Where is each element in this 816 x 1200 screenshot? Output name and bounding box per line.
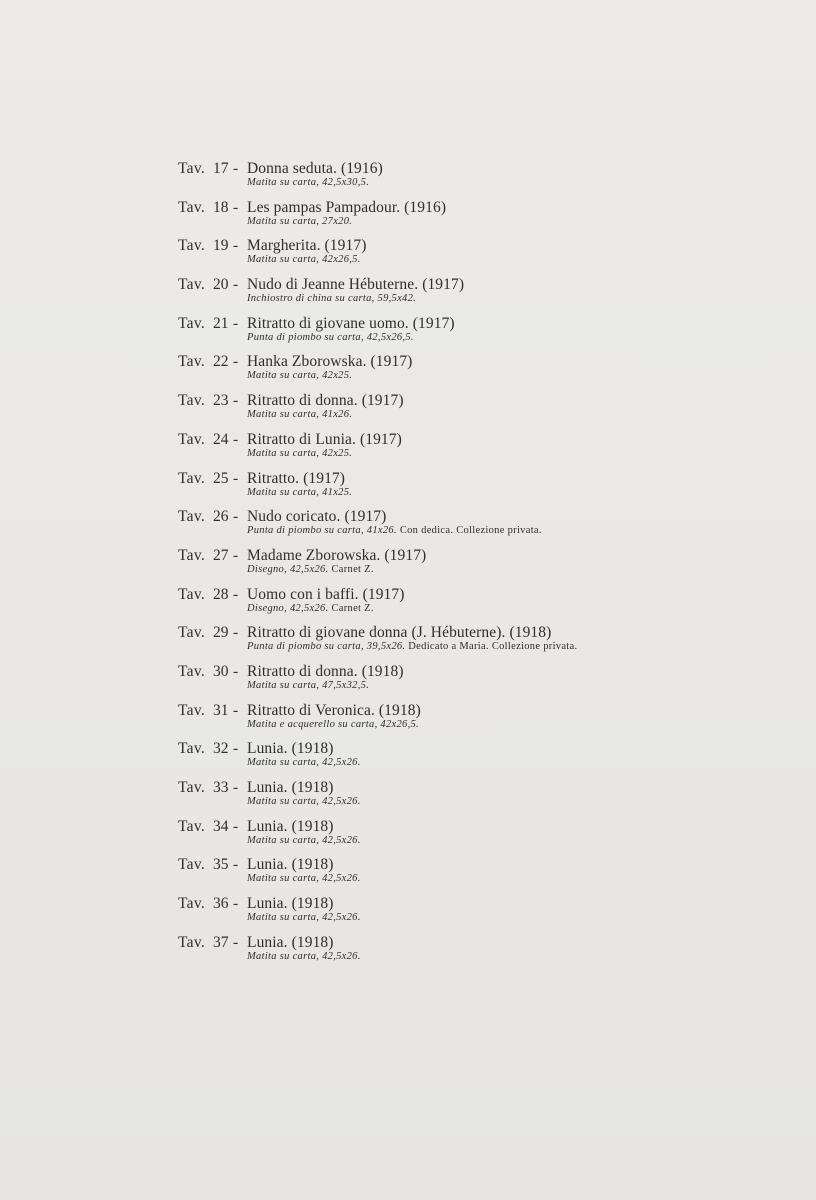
- plate-label: Tav.: [178, 237, 206, 255]
- artwork-medium: Matita su carta, 42x25.: [247, 370, 353, 382]
- artwork-details: [247, 796, 361, 807]
- artwork-details: [247, 293, 416, 304]
- artwork-title: Lunia. (1918): [247, 933, 334, 951]
- artwork-medium: Matita su carta, 42,5x26.: [247, 796, 361, 807]
- separator-dash: -: [233, 585, 239, 603]
- separator-dash: -: [233, 740, 239, 758]
- plate-number: 21: [213, 314, 229, 332]
- artwork-title: Hanka Zborowska. (1917): [247, 353, 413, 371]
- plate-number: 32: [213, 740, 229, 758]
- plate-entry: [0, 547, 816, 586]
- separator-dash: -: [233, 276, 239, 294]
- plate-label: Tav.: [178, 740, 206, 758]
- separator-dash: -: [233, 237, 239, 255]
- artwork-details: [247, 641, 577, 652]
- plate-label: Tav.: [178, 895, 206, 913]
- separator-dash: -: [233, 933, 239, 951]
- artwork-title: Madame Zborowska. (1917): [247, 546, 427, 564]
- plate-label: Tav.: [178, 508, 206, 526]
- plate-number: 36: [213, 895, 229, 913]
- artwork-medium: Matita su carta, 27x20.: [247, 215, 353, 227]
- plate-label: Tav.: [178, 430, 206, 448]
- separator-dash: -: [233, 198, 239, 216]
- artwork-medium: Matita su carta, 42x25.: [247, 447, 353, 459]
- plate-entry: [0, 663, 816, 702]
- artwork-details: [247, 332, 414, 343]
- separator-dash: -: [233, 392, 239, 410]
- plate-number: 26: [213, 508, 229, 526]
- artwork-medium: Matita su carta, 42,5x30,5.: [247, 177, 370, 188]
- artwork-medium: Matita e acquerello su carta, 42x26,5.: [247, 718, 419, 730]
- plate-entry: [0, 895, 816, 934]
- plate-label: Tav.: [178, 276, 206, 294]
- artwork-title: Uomo con i baffi. (1917): [247, 585, 405, 603]
- separator-dash: -: [233, 895, 239, 913]
- artwork-details: [247, 757, 361, 768]
- plate-entry: [0, 431, 816, 470]
- artwork-details: [247, 254, 361, 265]
- artwork-medium: Matita su carta, 42,5x26.: [247, 912, 361, 924]
- plate-label: Tav.: [178, 779, 206, 796]
- plate-label: Tav.: [178, 198, 206, 216]
- artwork-details: [247, 873, 361, 884]
- artwork-title: Ritratto di Lunia. (1917): [247, 430, 402, 448]
- artwork-medium: Disegno, 42,5x26.: [247, 563, 329, 575]
- plate-entry: [0, 702, 816, 741]
- artwork-details: [247, 216, 352, 227]
- plate-label: Tav.: [178, 160, 206, 177]
- artwork-title: Ritratto. (1917): [247, 469, 346, 487]
- artwork-title: Ritratto di giovane donna (J. Hébuterne). (1918): [247, 624, 552, 642]
- plate-label: Tav.: [178, 856, 206, 874]
- plate-label: Tav.: [178, 662, 206, 680]
- plate-list: [0, 160, 816, 972]
- artwork-details: [247, 409, 352, 420]
- plate-number: 34: [213, 817, 229, 835]
- artwork-title: Lunia. (1918): [247, 817, 334, 835]
- artwork-medium: Matita su carta, 41x25.: [247, 486, 353, 498]
- artwork-details: [247, 525, 542, 536]
- artwork-details: [247, 564, 374, 575]
- plate-number: 17: [213, 160, 229, 177]
- plate-number: 20: [213, 276, 229, 294]
- plate-entry: [0, 856, 816, 895]
- artwork-title: Margherita. (1917): [247, 237, 367, 255]
- artwork-title: Nudo di Jeanne Hébuterne. (1917): [247, 276, 465, 294]
- plate-entry: [0, 818, 816, 857]
- plate-entry: [0, 779, 816, 818]
- separator-dash: -: [233, 508, 239, 526]
- artwork-note: Dedicato a Maria. Collezione privata.: [408, 641, 578, 653]
- plate-number: 25: [213, 469, 229, 487]
- plate-label: Tav.: [178, 701, 206, 719]
- artwork-title: Donna seduta. (1916): [247, 160, 383, 177]
- artwork-title: Ritratto di giovane uomo. (1917): [247, 314, 455, 332]
- separator-dash: -: [233, 546, 239, 564]
- plate-entry: [0, 315, 816, 354]
- artwork-medium: Matita su carta, 42,5x26.: [247, 834, 361, 846]
- artwork-medium: Matita su carta, 42,5x26.: [247, 873, 361, 885]
- artwork-details: [247, 603, 374, 614]
- artwork-title: Lunia. (1918): [247, 895, 334, 913]
- plate-number: 31: [213, 701, 229, 719]
- artwork-details: [247, 912, 361, 923]
- plate-entry: [0, 508, 816, 547]
- plate-number: 22: [213, 353, 229, 371]
- artwork-title: Lunia. (1918): [247, 856, 334, 874]
- plate-entry: [0, 470, 816, 509]
- artwork-details: [247, 448, 352, 459]
- separator-dash: -: [233, 701, 239, 719]
- plate-entry: [0, 934, 816, 973]
- separator-dash: -: [233, 353, 239, 371]
- artwork-title: Les pampas Pampadour. (1916): [247, 198, 447, 216]
- plate-entry: [0, 586, 816, 625]
- artwork-medium: Punta di piombo su carta, 41x26.: [247, 525, 397, 537]
- plate-label: Tav.: [178, 314, 206, 332]
- plate-number: 37: [213, 933, 229, 951]
- artwork-medium: Matita su carta, 42,5x26.: [247, 950, 361, 962]
- separator-dash: -: [233, 314, 239, 332]
- plate-entry: [0, 199, 816, 238]
- artwork-medium: Matita su carta, 41x26.: [247, 409, 353, 421]
- separator-dash: -: [233, 160, 239, 177]
- plate-label: Tav.: [178, 817, 206, 835]
- plate-number: 18: [213, 198, 229, 216]
- artwork-medium: Punta di piombo su carta, 42,5x26,5.: [247, 331, 414, 343]
- plate-number: 24: [213, 430, 229, 448]
- artwork-title: Nudo coricato. (1917): [247, 508, 387, 526]
- separator-dash: -: [233, 817, 239, 835]
- plate-number: 27: [213, 546, 229, 564]
- plate-entry: [0, 237, 816, 276]
- artwork-note: Con dedica. Collezione privata.: [399, 525, 542, 537]
- plate-number: 33: [213, 779, 229, 796]
- plate-number: 23: [213, 392, 229, 410]
- separator-dash: -: [233, 856, 239, 874]
- artwork-details: [247, 487, 352, 498]
- artwork-details: [247, 951, 361, 962]
- artwork-title: Ritratto di Veronica. (1918): [247, 701, 421, 719]
- separator-dash: -: [233, 779, 239, 796]
- plate-entry: [0, 392, 816, 431]
- plate-label: Tav.: [178, 546, 206, 564]
- plate-label: Tav.: [178, 585, 206, 603]
- plate-number: 35: [213, 856, 229, 874]
- artwork-medium: Matita su carta, 42x26,5.: [247, 254, 361, 266]
- plate-number: 28: [213, 585, 229, 603]
- separator-dash: -: [233, 469, 239, 487]
- plate-number: 29: [213, 624, 229, 642]
- plate-entry: [0, 160, 816, 199]
- artwork-note: Carnet Z.: [331, 563, 374, 575]
- artwork-details: [247, 680, 369, 691]
- artwork-medium: Inchiostro di china su carta, 59,5x42.: [247, 293, 417, 305]
- artwork-medium: Disegno, 42,5x26.: [247, 602, 329, 614]
- separator-dash: -: [233, 624, 239, 642]
- separator-dash: -: [233, 662, 239, 680]
- plate-label: Tav.: [178, 469, 206, 487]
- plate-label: Tav.: [178, 392, 206, 410]
- plate-label: Tav.: [178, 933, 206, 951]
- plate-entry: [0, 740, 816, 779]
- plate-entry: [0, 624, 816, 663]
- artwork-title: Ritratto di donna. (1917): [247, 392, 404, 410]
- plate-entry: [0, 353, 816, 392]
- artwork-note: Carnet Z.: [331, 602, 374, 614]
- artwork-details: [247, 835, 361, 846]
- plate-label: Tav.: [178, 624, 206, 642]
- plate-label: Tav.: [178, 353, 206, 371]
- separator-dash: -: [233, 430, 239, 448]
- artwork-medium: Punta di piombo su carta, 39,5x26.: [247, 641, 406, 653]
- artwork-medium: Matita su carta, 47,5x32,5.: [247, 679, 370, 691]
- plate-entry: [0, 276, 816, 315]
- plate-number: 30: [213, 662, 229, 680]
- plate-number: 19: [213, 237, 229, 255]
- artwork-details: [247, 370, 352, 381]
- artwork-title: Ritratto di donna. (1918): [247, 662, 404, 680]
- artwork-details: [247, 719, 419, 730]
- artwork-details: [247, 177, 369, 188]
- artwork-title: Lunia. (1918): [247, 740, 334, 758]
- artwork-title: Lunia. (1918): [247, 779, 334, 796]
- artwork-medium: Matita su carta, 42,5x26.: [247, 757, 361, 769]
